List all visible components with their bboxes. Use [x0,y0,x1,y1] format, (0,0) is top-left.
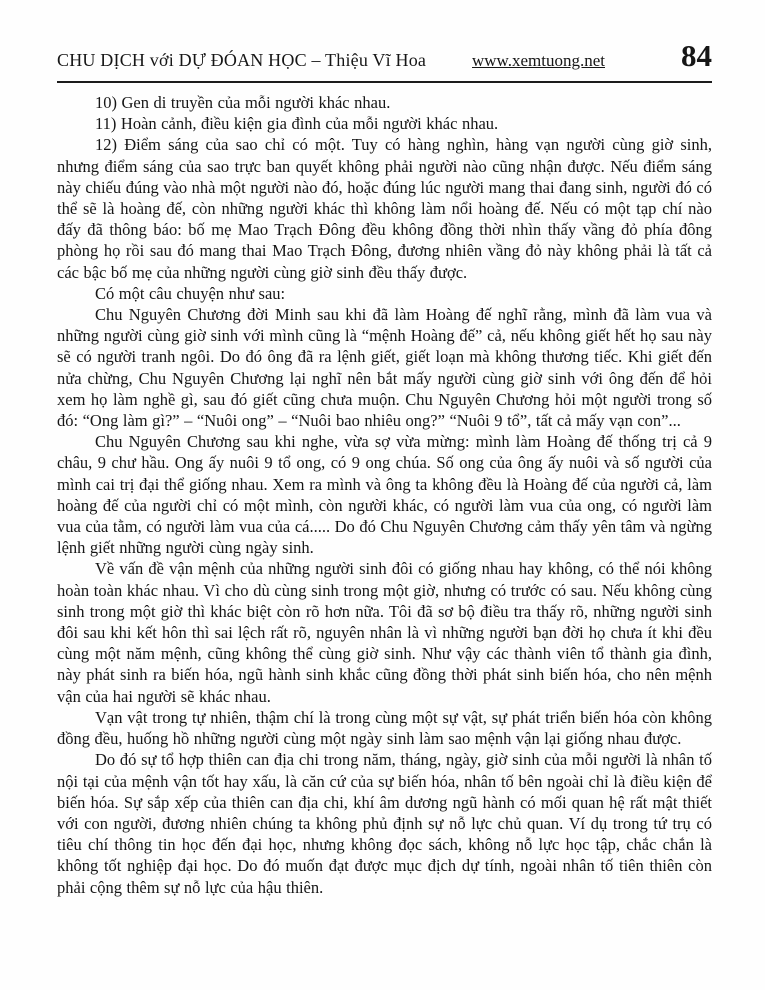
paragraph: 10) Gen di truyền của mỗi người khác nhau. [95,93,391,112]
paragraph: 11) Hoàn cảnh, điều kiện gia đình của mỗi người khác nhau. [95,114,499,134]
paragraph: 12) Điểm sáng của sao chỉ có một. Tuy có hàng nghìn, hàng vạn người cùng giờ sinh, nhưng điểm sáng của sao trực ban quyết không phải người nào cũng nhận được. Nếu điểm sáng này chiếu đúng vào nhà một người nào đó, hoặc đúng lúc người mang thai đang sinh, người đó có thể sẽ là hoàng đế, còn những người khác thì không làm nổi hoàng đế. Nếu có một tạp chí nào đấy đã thông báo: bố mẹ Mao Trạch Đông đều không đồng thời nhìn thấy vầng đỏ phía đông phòng họ rồi sau đó mang thai Mao Trạch Đông, đương nhiên vầng đỏ này không phải là tất cả các bậc bố mẹ của những người cùng giờ sinh đều thấy được. [57,135,712,282]
page-body [57,92,712,898]
paragraph: Vạn vật trong tự nhiên, thậm chí là trong cùng một sự vật, sự phát triển biến hóa còn không đồng đều, huống hồ những người cùng một ngày sinh làm sao mệnh vận lại giống nhau được. [57,707,712,749]
paragraph: Chu Nguyên Chương sau khi nghe, vừa sợ vừa mừng: mình làm Hoàng đế thống trị cả 9 châu, 9 chư hầu. Ong ấy nuôi 9 tổ ong, có 9 ong chúa. Số ong của ông ấy nuôi và số người của mình cai trị đại thể giống nhau. Xem ra mình và ông ta không đều là Hoàng đế của người cả, làm hoàng đế của người chỉ có một mình, còn người khác, có người làm vua của ong, có người làm vua của tằm, có người làm vua của cá..... Do đó Chu Nguyên Chương cảm thấy yên tâm và ngừng lệnh giết những người cùng ngày sinh. [57,432,712,558]
paragraph: Do đó sự tổ hợp thiên can địa chi trong năm, tháng, ngày, giờ sinh của mỗi người là nhân tố nội tại của mệnh vận tốt hay xấu, là căn cứ của sự biến hóa, nhân tố bên ngoài chỉ là điều kiện để biến hóa. Sự sắp xếp của thiên can địa chi, khí âm dương ngũ hành có mối quan hệ rất mật thiết với con người, đương nhiên chúng ta không phủ định sự nỗ lực chủ quan. Ví dụ trong tứ trụ có tiêu chí thông tin học đến đại học, nhưng không đọc sách, không nỗ lực học tập, chắc chắn là không tốt nghiệp đại học. Do đó muốn đạt được mục địch dự tính, ngoài nhân tố tiên thiên còn phải cộng thêm sự nỗ lực của hậu thiên. [57,750,712,897]
page-header [57,38,712,83]
website-link: www.xemtuong.net [472,51,605,70]
paragraph: Có một câu chuyện như sau: [95,283,286,303]
page-number: 84 [681,38,712,73]
paragraph: Chu Nguyên Chương đời Minh sau khi đã làm Hoàng đế nghĩ rằng, mình đã làm vua và những người cùng giờ sinh với mình cũng là “mệnh Hoàng đế” cả, nếu không giết hết họ sau này sẽ có người tranh ngôi. Do đó ông đã ra lệnh giết, giết loạn mà không thương tiếc. Khi giết đến nửa chừng, Chu Nguyên Chương lại nghĩ nên bắt mấy người cùng giờ sinh với ông đến để hỏi xem họ làm nghề gì, sau đó giết cũng chưa muộn. Chu Nguyên Chương hỏi một người trong số đó: “Ong làm gì?” – “Nuôi ong” – “Nuôi bao nhiêu ong?” “Nuôi 9 tổ”, tất cả mấy vạn con”... [57,305,712,431]
book-title: CHU DỊCH với DỰ ĐÓAN HỌC – Thiệu Vĩ Hoa [57,50,427,70]
paragraph: Về vấn đề vận mệnh của những người sinh đôi có giống nhau hay không, có thể nói không hoàn toàn khác nhau. Vì cho dù cùng sinh trong một giờ, nhưng có trước có sau. Nếu không cùng sinh trong một giờ thì khác biệt còn rõ hơn nữa. Tôi đã sơ bộ điều tra thấy rõ, những người sinh đôi sau khi kết hôn thì sai lệch rất rõ, nguyên nhân là vì những người bạn đời họ chưa ít khi đều cùng một năm mệnh, cũng không thể cùng giờ sinh. Như vậy các thành viên tổ thành gia đình, này phát sinh ra biến hóa, ngũ hành sinh khắc cũng đồng thời phát sinh biến hóa, cho nên mệnh vận của hai người sẽ khác nhau. [57,559,712,706]
